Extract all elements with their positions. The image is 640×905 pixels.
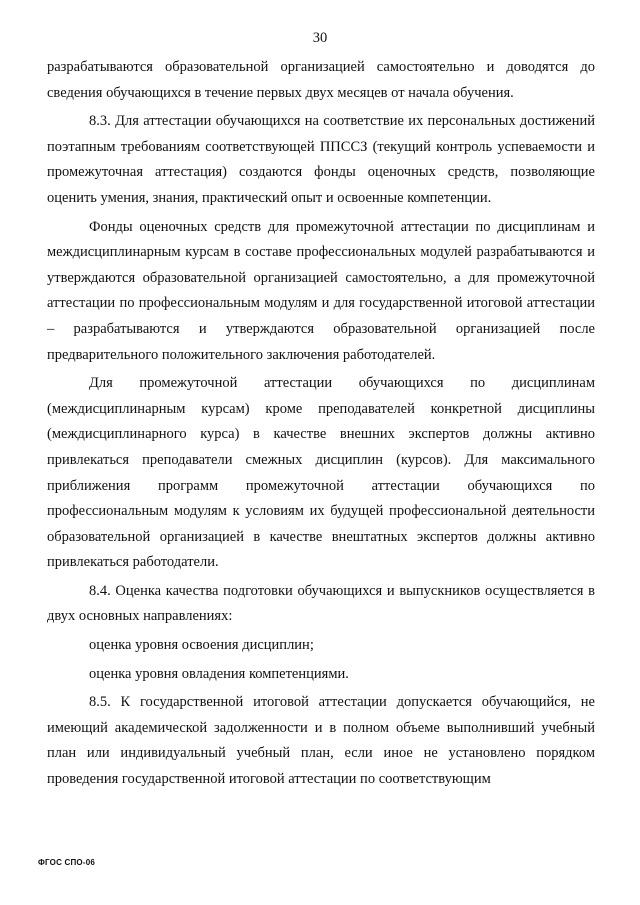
paragraph-8-3: 8.3. Для аттестации обучающихся на соответствие их персональных достижений поэтапным требованиям соответствующей ППССЗ (текущий контроль успеваемости и промежуточная аттестация) создаются фонды оценочных средств, позволяющие оценить умения, знания, практический опыт и освоенные компетенции. — [47, 113, 595, 206]
list-item-disciplines: оценка уровня освоения дисциплин; — [89, 637, 314, 654]
footer-document-code: ФГОС СПО-06 — [38, 858, 95, 867]
paragraph-external-experts: Для промежуточной аттестации обучающихся по дисциплинам (междисциплинарным курсам) кроме преподавателей конкретной дисциплины (междисциплинарного курса) в качестве внешних экспертов должны активно привлекаться преподаватели смежных дисциплин (курсов). Для максимального приближения программ промежуточной аттестации обучающихся по профессиональным модулям к условиям их будущей профессиональной деятельности образовательной организацией в качестве внештатных экспертов должны активно привлекаться работодатели. — [47, 375, 595, 571]
document-body — [47, 52, 595, 793]
paragraph-8-5: 8.5. К государственной итоговой аттестации допускается обучающийся, не имеющий академической задолженности и в полном объеме выполнивший учебный план или индивидуальный учебный план, если иное не установлено порядком проведения государственной итоговой аттестации по соответствующим — [47, 694, 595, 788]
paragraph-continuation: разрабатываются образовательной организацией самостоятельно и доводятся до сведения обучающихся в течение первых двух месяцев от начала обучения. — [47, 59, 595, 101]
list-item-competencies: оценка уровня овладения компетенциями. — [89, 665, 349, 682]
paragraph-8-4: 8.4. Оценка качества подготовки обучающихся и выпускников осуществляется в двух основных направлениях: — [47, 582, 595, 625]
paragraph-assessment-funds: Фонды оценочных средств для промежуточной аттестации по дисциплинам и междисциплинарным курсам в составе профессиональных модулей разрабатываются и утверждаются образовательной организацией самостоятельно, а для промежуточной аттестации по профессиональным модулям и для государственной итоговой аттестации – разрабатываются и утверждаются образовательной организацией после предварительного положительного заключения работодателей. — [47, 218, 595, 363]
page-number: 30 — [312, 30, 328, 46]
